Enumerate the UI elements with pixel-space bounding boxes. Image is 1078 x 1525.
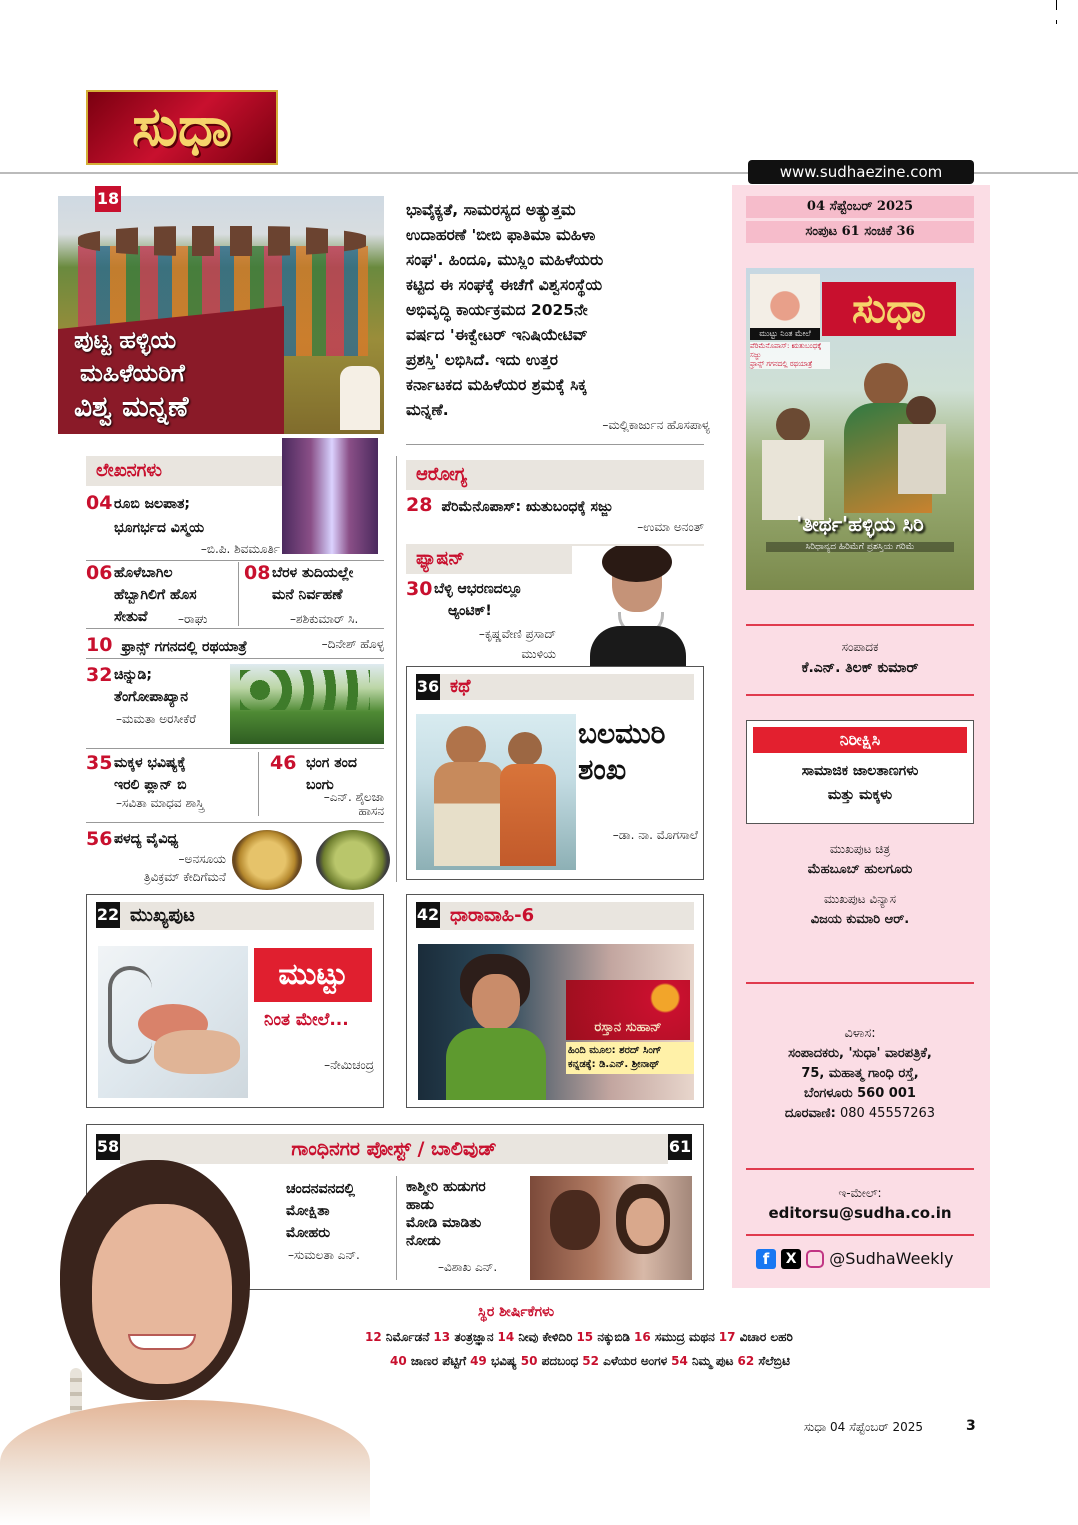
gandhinagar-story-2-title-2: ಹಾಡು — [406, 1197, 435, 1213]
gandhinagar-story-1-title-1: ಚಂದನವನದಲ್ಲಿ — [286, 1181, 355, 1197]
editor-label: ಸಂಪಾದಕ — [841, 640, 879, 654]
bollywood-actor-hair — [550, 1190, 600, 1250]
article-32-title-2: ತೆಂಗೋಪಾಖ್ಯಾನ — [114, 689, 189, 705]
article-46-num: 46 — [270, 752, 297, 774]
article-30-author-2: ಮುಳಿಯ — [521, 647, 556, 661]
article-56-author — [86, 850, 226, 886]
kathe-author: –ಡಾ. ನಾ. ಮೊಗಸಾಲೆ — [612, 828, 698, 842]
column-item-num: 40 — [390, 1354, 411, 1368]
column-item[interactable] — [737, 1354, 789, 1368]
kathe-story-title-2: ಶಂಖ — [578, 753, 627, 786]
article-56-title: ಪಳದ್ಯ ವೈವಿಧ್ಯ — [114, 831, 179, 847]
section-mukhaputa-title: ಮುಖ್ಯಪುಟ — [130, 905, 195, 926]
article-35-author: –ಸವಿತಾ ಮಾಧವ ಶಾಸ್ತ್ರಿ — [116, 796, 205, 810]
model-dress — [590, 626, 686, 666]
divider-vertical — [396, 1176, 397, 1280]
social-handle[interactable]: @SudhaWeekly — [829, 1249, 954, 1268]
actress-shoulders — [0, 1400, 370, 1525]
lead-image-title-2: ಮಹಿಳೆಯರಿಗೆ — [80, 359, 185, 387]
sidebar-rule — [746, 624, 974, 626]
lead-text-line: ಮನ್ನಣೆ. — [406, 401, 449, 419]
column-item[interactable] — [582, 1354, 667, 1368]
cover-tag — [750, 328, 820, 340]
cover-design-label: ಮುಖಪುಟ ವಿನ್ಯಾಸ — [823, 892, 897, 906]
social-row — [756, 1248, 976, 1272]
column-item-title: ನಿಮ್ಮ ಪುಟ — [691, 1354, 734, 1368]
article-32-author: –ಮಮತಾ ಅರಸೀಕೆರೆ — [116, 712, 197, 726]
dharavahi-badge — [566, 980, 690, 1040]
article-28[interactable] — [406, 494, 704, 516]
lead-image-title — [74, 324, 284, 423]
article-32-title-1: ಚಿನ್ನುಡಿ; — [114, 667, 152, 683]
address-line-2: 75, ಮಹಾತ್ಮ ಗಾಂಧಿ ರಸ್ತೆ, — [801, 1066, 919, 1081]
address-line-1: ಸಂಪಾದಕರು, 'ಸುಧಾ' ವಾರಪತ್ರಿಕೆ, — [788, 1046, 932, 1061]
hands — [154, 1030, 240, 1074]
cover-design-name: ವಿಜಯ ಕುಮಾರಿ ಆರ್. — [810, 912, 910, 927]
address-block — [746, 1024, 974, 1124]
gandhinagar-story-1-author: –ಸುಮಲತಾ ಎನ್. — [288, 1248, 360, 1262]
article-08-num: 08 — [244, 562, 271, 584]
divider — [406, 444, 704, 445]
column-item-title: ನೀವು ಕೇಳಿದಿರಿ — [518, 1330, 573, 1344]
coconut-trees-image[interactable] — [230, 664, 384, 744]
article-46-author-1: –ಎನ್. ಶೈಲಜಾ — [323, 790, 384, 804]
article-35-num: 35 — [86, 752, 113, 774]
article-04-num: 04 — [86, 492, 113, 514]
dharavahi-credit-2: ಕನ್ನಡಕ್ಕೆ: ಡಿ.ಎನ್. ಶ್ರೀನಾಥ್ — [568, 1059, 660, 1070]
article-46-author-2: ಹಾಸನ — [358, 804, 384, 818]
column-item-num: 17 — [718, 1330, 740, 1344]
lead-text-line: ವರ್ಷದ 'ಈಕ್ವೇಟರ್ ಇನಿಷಿಯೇಟಿವ್ — [406, 326, 588, 344]
mukhaputa-subtitle: ನಿಂತ ಮೇಲೆ... — [264, 1010, 349, 1030]
website-badge[interactable] — [748, 160, 974, 184]
gandhinagar-story-2-title-1: ಕಾಶ್ಮೀರಿ ಹುಡುಗರ — [406, 1179, 486, 1195]
column-item[interactable] — [470, 1354, 517, 1368]
column-item-num: 16 — [634, 1330, 655, 1344]
section-fashion-title: ಫ್ಯಾಷನ್ — [416, 548, 465, 569]
nireekshisi-box — [746, 720, 974, 824]
gandhinagar-story-2-title-4: ನೋಡು — [406, 1233, 441, 1249]
article-46-title-1: ಭಂಗ ತಂದ — [306, 755, 357, 771]
article-10-author: –ದಿನೇಶ್ ಹೊಳ್ಳ — [321, 637, 384, 651]
cover-bullets — [750, 342, 830, 369]
columns-row-1 — [365, 1330, 935, 1345]
cover-logo — [822, 282, 956, 336]
article-28-author: –ಉಮಾ ಅನಂತ್ — [637, 520, 704, 534]
kathe-figure-1-body — [434, 762, 504, 866]
column-item-title: ಪದಬಂಧ — [541, 1354, 579, 1368]
kathe-figure-1-head — [446, 726, 486, 766]
column-item-title: ನಕ್ಕುಬಿಡಿ — [597, 1330, 630, 1344]
actress-smile — [128, 1334, 196, 1350]
divider — [86, 560, 384, 561]
masthead-logo-text: ಸುಧಾ — [132, 94, 232, 158]
section-dharavahi-title: ಧಾರಾವಾಹಿ-6 — [450, 905, 535, 926]
kathe-figure-2-body — [500, 764, 556, 866]
article-32-num: 32 — [86, 664, 113, 686]
actress-face — [92, 1204, 232, 1384]
dharavahi-badge-text: ರಸ್ತಾನ ಸುಹಾನ್ — [594, 1020, 662, 1035]
column-item[interactable] — [365, 1330, 429, 1344]
lead-child — [340, 366, 380, 430]
page-number: 3 — [966, 1418, 976, 1434]
column-item-num: 14 — [497, 1330, 519, 1344]
website-url[interactable]: www.sudhaezine.com — [779, 163, 943, 181]
dharavahi-face — [472, 974, 520, 1030]
instagram-icon[interactable] — [806, 1250, 824, 1268]
gandhinagar-page-number-left: 58 — [96, 1134, 120, 1160]
divider-vertical — [258, 752, 259, 816]
cover-man2-body — [898, 424, 946, 494]
issue-volume: ಸಂಪುಟ 61 ಸಂಚಿಕೆ 36 — [805, 224, 915, 239]
lead-text-line: ಸಂಘ'. ಹಿಂದೂ, ಮುಸ್ಲಿಂ ಮಹಿಳೆಯರು — [406, 251, 604, 269]
cover-photo-label: ಮುಖಪುಟ ಚಿತ್ರ — [829, 842, 891, 856]
section-mukhaputa — [120, 902, 374, 930]
column-item[interactable] — [390, 1354, 466, 1368]
column-item-num: 62 — [737, 1354, 759, 1368]
crop-mark — [1056, 20, 1057, 24]
article-56-author-1: –ಅನಸೂಯ — [178, 852, 226, 866]
mukhaputa-author: –ನೇಮಿಚಂದ್ರ — [324, 1058, 374, 1072]
article-10[interactable] — [86, 634, 384, 656]
article-56-author-2: ತ್ರಿವಿಕ್ರಮ್ ಕೇದಿಗೆಮನೆ — [143, 870, 226, 884]
article-06-title-3: ಸೇತುವೆ — [114, 609, 148, 625]
column-item-title: ನಿರ್ಮೊಡನೆ — [385, 1330, 430, 1344]
article-04-author: –ಬಿ.ಪಿ. ಶಿವಮೂರ್ತಿ — [200, 542, 280, 556]
column-item[interactable] — [498, 1330, 573, 1344]
lead-author: –ಮಲ್ಲಿಕಾರ್ಜುನ ಹೊಸಪಾಳ್ಯ — [602, 418, 710, 432]
lead-text-line: ಕರ್ನಾಟಕದ ಮಹಿಳೆಯರ ಶ್ರಮಕ್ಕೆ ಸಿಕ್ಕ — [406, 376, 587, 394]
kathe-story-title — [578, 716, 665, 788]
cover-woman-head — [864, 363, 908, 407]
article-28-title: ಪೆರಿಮೆನೊಪಾಸ್: ಋತುಬಂಧಕ್ಕೆ ಸಜ್ಜು — [441, 499, 613, 515]
article-35-title-2: ಇರಲಿ ಪ್ಲಾನ್ ಬಿ — [114, 777, 187, 793]
ruby-falls-image[interactable] — [282, 438, 378, 554]
column-item[interactable] — [634, 1330, 715, 1344]
article-30-author-1: –ಕೃಷ್ಣವೇಣಿ ಪ್ರಸಾದ್ — [478, 627, 556, 641]
cover-thumbnail[interactable] — [746, 268, 974, 590]
article-08-author: –ಶಶಿಕುಮಾರ್ ಸಿ. — [290, 612, 359, 626]
article-30-num: 30 — [406, 578, 433, 600]
mukhaputa-badge-text: ಮುಟ್ಟು — [278, 957, 348, 992]
divider — [86, 658, 384, 659]
mukhaputa-image — [98, 946, 248, 1098]
column-item[interactable] — [576, 1330, 630, 1344]
column-item[interactable] — [521, 1354, 579, 1368]
dharavahi-page-number: 42 — [416, 902, 440, 928]
column-item-title: ಸೆಲೆಬ್ರಿಟಿ — [758, 1354, 790, 1368]
lead-text-line: ಪ್ರಶಸ್ತಿ' ಲಭಿಸಿದೆ. ಇದು ಉತ್ತರ — [406, 351, 558, 369]
column-item-title: ಸಮುದ್ರ ಮಥನ — [654, 1330, 715, 1344]
lead-text-line: ಉದಾಹರಣೆ 'ಬೀಬಿ ಫಾತಿಮಾ ಮಹಿಳಾ — [406, 226, 596, 244]
column-item[interactable] — [433, 1330, 493, 1344]
bollywood-actress-face — [626, 1198, 664, 1246]
cover-title-text: 'ತೀರ್ಥ'ಹಳ್ಳಿಯ ಸಿರಿ — [796, 512, 924, 536]
section-lekhanagalu-title: ಲೇಖನಗಳು — [96, 460, 162, 481]
sidebar-rule — [746, 1168, 974, 1170]
dharavahi-credits — [566, 1042, 694, 1074]
divider — [86, 628, 384, 629]
address-label: ವಿಳಾಸ: — [844, 1026, 876, 1041]
lead-image[interactable] — [58, 196, 384, 434]
article-56-num: 56 — [86, 828, 113, 850]
section-kathe-title: ಕಥೆ — [450, 676, 471, 697]
article-06-title-1: ಹೊಳೆಬಾಗಿಲ — [114, 565, 173, 581]
address-line-3: ಬೆಂಗಳೂರು 560 001 — [804, 1086, 916, 1101]
paladya-bowl-2 — [316, 830, 390, 890]
column-item-num: 50 — [520, 1354, 542, 1368]
column-item-title: ತಂತ್ರಜ್ಞಾನ — [454, 1330, 494, 1344]
cover-title — [746, 512, 974, 536]
dharavahi-credit-1: ಹಿಂದಿ ಮೂಲ: ಶರದ್ ಸಿಂಗ್ — [568, 1045, 662, 1056]
cover-subtitle-text: ಸಿರಿಧಾನ್ಯದ ಹಿರಿಮೆಗೆ ಪ್ರಶಸ್ತಿಯ ಗರಿಮೆ — [805, 542, 915, 552]
column-item-title: ಎಳೆಯರ ಅಂಗಳ — [603, 1354, 668, 1368]
column-item-num: 52 — [582, 1354, 604, 1368]
article-06-author: –ರಾಘು — [178, 612, 208, 626]
article-10-title: ಫ್ರಾನ್ಸ್ ಗಗನದಲ್ಲಿ ರಥಯಾತ್ರೆ — [121, 639, 248, 655]
column-item[interactable] — [671, 1354, 733, 1368]
section-arogya-title: ಆರೋಗ್ಯ — [416, 464, 468, 485]
column-item-num: 49 — [470, 1354, 491, 1368]
article-35-title-1: ಮಕ್ಕಳ ಭವಿಷ್ಯಕ್ಕೆ — [114, 755, 186, 771]
article-30-title-2: ಆ್ಯಂಟಿಕ್! — [448, 603, 492, 619]
cover-logo-text: ಸುಧಾ — [852, 285, 926, 332]
crop-mark — [1056, 0, 1057, 10]
sidebar-rule — [746, 694, 974, 696]
columns-row-2 — [390, 1354, 930, 1369]
cover-bullet-2: ಫ್ರಾನ್ಸ್ ಗಗನದಲ್ಲಿ ರಥಯಾತ್ರೆ — [750, 360, 813, 368]
divider-vertical — [238, 562, 239, 626]
divider-vertical — [396, 456, 397, 882]
kathe-page-number: 36 — [416, 674, 440, 700]
section-gandhinagar-title: ಗಾಂಧಿನಗರ ಪೋಸ್ಟ್ / ಬಾಲಿವುಡ್ — [291, 1138, 497, 1160]
article-08-title-1: ಬೆರಳ ತುದಿಯಲ್ಲೇ — [272, 565, 354, 581]
column-item-title: ವಿಚಾರ ಲಹರಿ — [739, 1330, 793, 1344]
divider — [86, 748, 384, 749]
masthead-logo — [86, 90, 278, 165]
lead-women-heads — [78, 226, 368, 256]
cover-photo-name: ಮೆಹಬೂಬ್ ಹುಲಗೂರು — [807, 862, 913, 877]
section-arogya — [406, 460, 704, 490]
article-46-author — [300, 790, 384, 818]
mukhaputa-red-badge — [254, 948, 372, 1002]
cover-man-head — [776, 408, 810, 442]
cover-subtitle — [766, 542, 954, 552]
column-item-num: 15 — [576, 1330, 598, 1344]
kathe-figure-2-head — [508, 732, 542, 766]
coconut-fronds — [240, 670, 370, 710]
article-28-num: 28 — [406, 494, 433, 516]
cover-bullet-1: ಪೆರಿಮೆನೊಪಾಸ್: ಋತುಬಂಧಕ್ಕೆ ಸಜ್ಜು — [750, 342, 822, 359]
cover-uterus-image — [750, 274, 820, 332]
gandhinagar-story-1-title-2: ಮೋಕ್ಷಿತಾ — [286, 1203, 330, 1219]
actress-portrait — [0, 1150, 370, 1525]
date-bar — [746, 196, 974, 218]
gandhinagar-story-1-title-3: ಮೋಹರು — [286, 1225, 331, 1241]
section-kathe — [440, 674, 694, 700]
nireekshisi-line-1: ಸಾಮಾಜಿಕ ಜಾಲತಾಣಗಳು — [801, 763, 919, 779]
phone-label: ದೂರವಾಣಿ: — [784, 1106, 836, 1121]
column-item-title: ಭವಿಷ್ಯ — [490, 1354, 517, 1368]
sidebar-rule — [746, 982, 974, 984]
dharavahi-shirt — [446, 1028, 546, 1100]
gandhinagar-page-number-right: 61 — [668, 1134, 692, 1160]
gandhinagar-story-2[interactable] — [406, 1178, 486, 1250]
kathe-story-title-1: ಬಲಮುರಿ — [578, 717, 666, 750]
lead-page-number[interactable]: 18 — [95, 186, 121, 212]
gandhinagar-story-2-title-3: ಮೋಡಿ ಮಾಡಿತು — [406, 1215, 482, 1231]
lead-text-line: ಕಟ್ಟಿದ ಈ ಸಂಘಕ್ಕೆ ಈಚೆಗೆ ವಿಶ್ವಸಂಸ್ಥೆಯ — [406, 276, 603, 294]
paladya-image[interactable] — [230, 826, 394, 892]
editor-name: ಕೆ.ಎನ್. ತಿಲಕ್ ಕುಮಾರ್ — [801, 660, 919, 676]
volume-bar — [746, 221, 974, 243]
x-icon[interactable]: X — [781, 1249, 801, 1269]
lead-text-line: ಅಭಿವೃದ್ಧಿ ಕಾರ್ಯಕ್ರಮದ 2025ನೇ — [406, 301, 588, 319]
lead-text — [406, 198, 706, 423]
nireekshisi-label: ನಿರೀಕ್ಷಿಸಿ — [753, 727, 967, 753]
email-address[interactable]: editorsu@sudha.co.in — [768, 1204, 952, 1222]
facebook-icon[interactable]: f — [756, 1249, 776, 1269]
columns-title: ಸ್ಥಿರ ಶೀರ್ಷಿಕೆಗಳು — [478, 1304, 555, 1320]
column-item-num: 12 — [365, 1330, 386, 1344]
email-label: ಇ-ಮೇಲ್: — [838, 1186, 882, 1200]
phone-line — [746, 1104, 974, 1124]
cover-tag-text: ಮುಟ್ಟು ನಿಂತ ಮೇಲೆ — [759, 329, 811, 338]
lead-image-title-1: ಪುಟ್ಟ ಹಳ್ಳಿಯ — [74, 326, 177, 354]
cover-man2-head — [906, 396, 936, 426]
article-06-num: 06 — [86, 562, 113, 584]
column-item-title: ಜಾಣರ ಪೆಟ್ಟಿಗೆ — [410, 1354, 467, 1368]
paladya-bowl-1 — [232, 830, 302, 890]
phone-number: 080 45557263 — [839, 1106, 936, 1121]
lead-image-title-3: ವಿಶ್ವ ಮನ್ನಣೆ — [74, 390, 189, 423]
mukhaputa-page-number: 22 — [96, 902, 120, 928]
article-04-title-2: ಭೂಗರ್ಭದ ವಿಸ್ಮಯ — [114, 520, 205, 536]
section-dharavahi — [440, 902, 694, 930]
column-item[interactable] — [719, 1330, 793, 1344]
kathe-illustration — [416, 714, 576, 870]
article-06-title-2: ಹೆಬ್ಬಾಗಿಲಿಗೆ ಹೊಸ — [114, 587, 197, 603]
issue-date: 04 ಸೆಪ್ಟೆಂಬರ್ 2025 — [806, 199, 914, 214]
article-08-title-2: ಮನೆ ನಿರ್ವಹಣೆ — [272, 587, 343, 603]
article-46-title-2: ಬಂಗು — [306, 777, 334, 793]
column-item-num: 54 — [671, 1354, 692, 1368]
column-item-num: 13 — [433, 1330, 455, 1344]
section-lekhanagalu — [86, 456, 282, 486]
gandhinagar-story-2-author: –ವಿಶಾಖ ಎನ್. — [438, 1260, 498, 1274]
bollywood-image — [530, 1176, 692, 1280]
cover-man-body — [762, 440, 824, 520]
divider — [86, 822, 384, 823]
lead-text-line: ಭಾವೈಕ್ಯತೆ, ಸಾಮರಸ್ಯದ ಅತ್ಯುತ್ತಮ — [406, 201, 576, 219]
article-10-num: 10 — [86, 634, 113, 656]
article-30-author — [446, 624, 556, 664]
fashion-model-image[interactable] — [572, 546, 704, 666]
article-30-title-1: ಬೆಳ್ಳಿ ಆಭರಣದಲ್ಲೂ — [434, 581, 523, 597]
article-04-title-1: ರೂಬಿ ಜಲಪಾತ; — [114, 496, 191, 512]
sidebar-rule — [746, 1234, 974, 1236]
nireekshisi-line-2: ಮತ್ತು ಮಕ್ಕಳು — [827, 787, 893, 803]
footer-text: ಸುಧಾ 04 ಸೆಪ್ಟೆಂಬರ್ 2025 — [804, 1420, 923, 1434]
